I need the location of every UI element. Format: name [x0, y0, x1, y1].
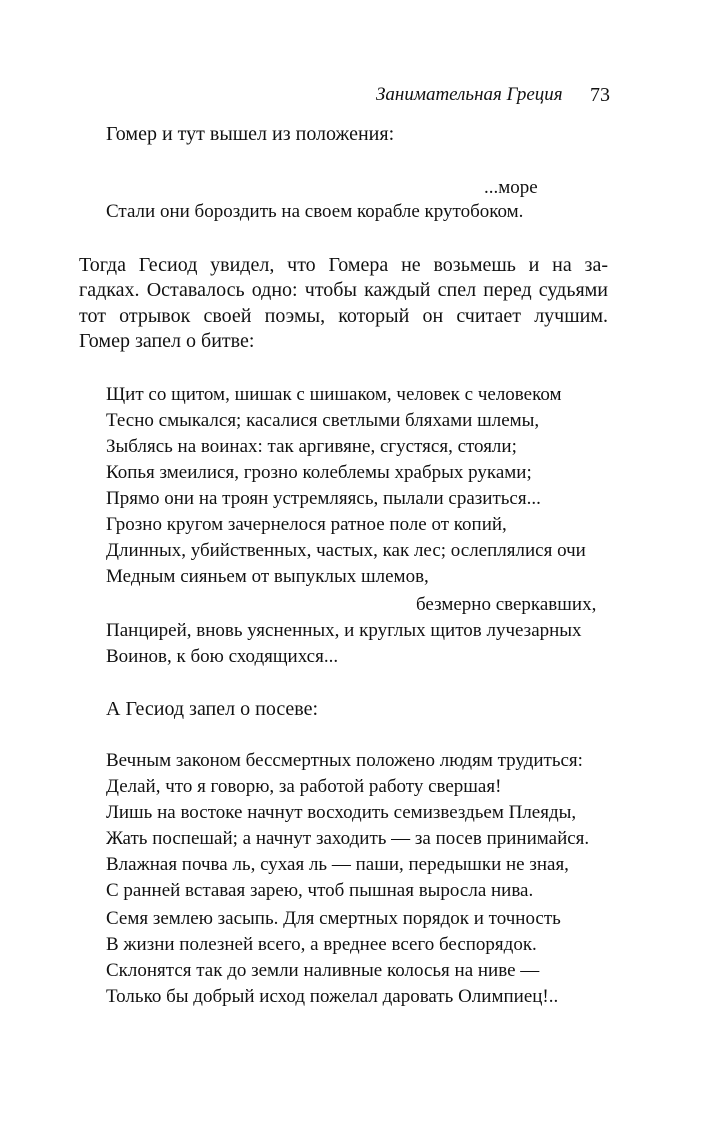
- verse-line: Грозно кругом зачернелося ратное поле от копий,: [106, 514, 507, 535]
- verse-line: В жизни полезней всего, а вреднее всего беспорядок.: [106, 934, 537, 955]
- verse-line: Щит со щитом, шишак с шишаком, человек с человеком: [106, 384, 562, 405]
- verse-line: Воинов, к бою сходящихся...: [106, 646, 339, 667]
- verse-line: Медным сияньем от выпуклых шлемов,: [106, 566, 429, 587]
- paragraph-line: тот отрывок своей поэмы, который он считает лучшим.: [79, 305, 608, 327]
- verse-line: Влажная почва ль, сухая ль — паши, передышки не зная,: [106, 854, 569, 875]
- paragraph-line: гадках. Оставалось одно: чтобы каждый спел перед судьями: [79, 279, 608, 301]
- verse-line: Делай, что я говорю, за работой работу свершая!: [106, 776, 502, 797]
- verse-line: Вечным законом бессмертных положено людям трудиться:: [106, 750, 583, 771]
- verse-line: Только бы добрый исход пожелал даровать Олимпиец!..: [106, 986, 559, 1007]
- verse-line: Склонятся так до земли наливные колосья на ниве —: [106, 960, 540, 981]
- verse-line: Панцирей, вновь уясненных, и круглых щитов лучезарных: [106, 620, 582, 641]
- verse-line: ...море: [484, 177, 538, 198]
- verse-line: Семя землею засыпь. Для смертных порядок и точность: [106, 908, 561, 929]
- verse-line: Лишь на востоке начнут восходить семизвездьем Плеяды,: [106, 802, 577, 823]
- intro-line-hesiod: А Гесиод запел о посеве:: [106, 698, 319, 720]
- page-number: 73: [590, 84, 610, 106]
- verse-line: Длинных, убийственных, частых, как лес; ослеплялися очи: [106, 540, 586, 561]
- verse-line: Копья змеилися, грозно колеблемы храбрых руками;: [106, 462, 532, 483]
- intro-line-homer: Гомер и тут вышел из положения:: [106, 123, 395, 145]
- verse-line: Стали они бороздить на своем корабле крутобоком.: [106, 201, 524, 222]
- verse-line: Прямо они на троян устремляясь, пылали сразиться...: [106, 488, 541, 509]
- verse-line: Жать поспешай; а начнут заходить — за посев принимайся.: [106, 828, 590, 849]
- paragraph-line: Тогда Гесиод увидел, что Гомера не возьмешь и на за-: [79, 254, 608, 276]
- running-title: Занимательная Греция: [376, 84, 563, 105]
- verse-line: Тесно смыкался; касалися светлыми бляхами шлемы,: [106, 410, 540, 431]
- verse-line: безмерно сверкавших,: [416, 594, 597, 615]
- verse-line: Зыблясь на воинах: так аргивяне, сгустяся, стояли;: [106, 436, 517, 457]
- verse-line: С ранней вставая зарею, чтоб пышная выросла нива.: [106, 880, 534, 901]
- paragraph-line: Гомер запел о битве:: [79, 330, 255, 352]
